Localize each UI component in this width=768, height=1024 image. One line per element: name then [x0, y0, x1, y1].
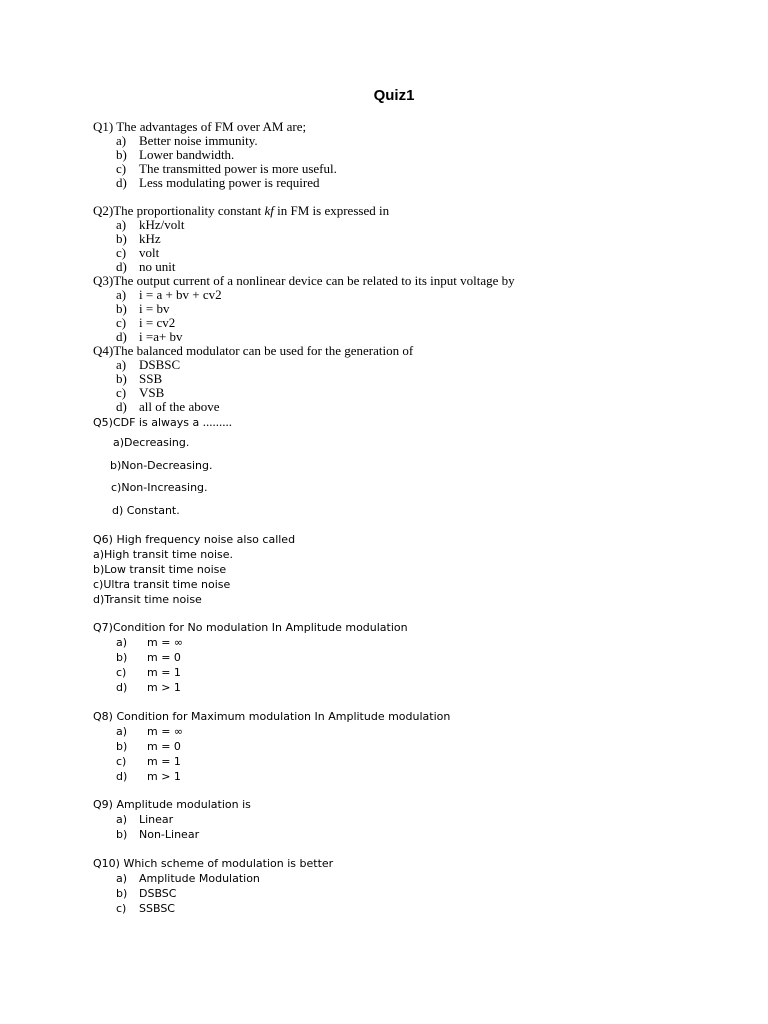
question-1: Q1) The advantages of FM over AM are; [93, 119, 307, 134]
q6-option-b: b)Low transit time noise [93, 563, 227, 576]
q5-option-c: c)Non-Increasing. [111, 481, 208, 494]
question-3: Q3)The output current of a nonlinear device can be related to its input voltage by [93, 273, 515, 288]
question-9: Q9) Amplitude modulation is [93, 798, 251, 811]
question-7: Q7)Condition for No modulation In Amplitude modulation [93, 621, 408, 634]
q5-option-b: b)Non-Decreasing. [110, 459, 213, 472]
q5-option-a: a)Decreasing. [113, 436, 190, 449]
q6-option-d: d)Transit time noise [93, 593, 202, 606]
question-8: Q8) Condition for Maximum modulation In Amplitude modulation [93, 710, 451, 723]
quiz-page: Quiz1 Q1) The advantages of FM over AM are; a) Better noise immunity. b) Lower bandwidth. c) The transmitted power is more useful. d) Less modulating power is required Q2)The proportionality constant kf in FM is expressed in a) kHz/volt b) kHz c) volt d) no unit Q3)The output current of a nonlinear device can be related to its input voltage by a) i = a + bv + cv2 b) i = bv c) i = cv2 d) i =a+ bv Q4)The balanced modulator can be used for the generation of a) DSBSC b) SSB c) VSB d) all of the above Q5)CDF is always a ......... a)Decreasing. b)Non-Decreasing. c)Non-Increasing. d) Constant. Q6) High frequency noise also called a)High transit time noise. b)Low transit time noise c)Ultra transit time noise d)Transit time noise Q7)Condition for No modulation In Amplitude modulation a) m = ∞ b) m = 0 c) m = 1 d) m > 1 Q8) Condition for Maximum modulation In Amplitude modulation a) m = ∞ b) m = 0 c) m = 1 d) m > 1 Q9) Amplitude modulation is a) Linear b) Non-Linear Q10) Which scheme of modulation is better a) Amplitude Modulation b) DSBSC c) SSBSC [0, 0, 768, 1024]
kf-symbol: kf [264, 203, 274, 218]
question-2: Q2)The proportionality constant kf in FM is expressed in [93, 203, 390, 218]
answer-blank: ......... [202, 414, 232, 429]
question-6: Q6) High frequency noise also called [93, 533, 296, 546]
question-4: Q4)The balanced modulator can be used for the generation of [93, 343, 414, 358]
question-10: Q10) Which scheme of modulation is better [93, 857, 334, 870]
q5-option-d: d) Constant. [112, 504, 180, 517]
q6-option-a: a)High transit time noise. [93, 548, 234, 561]
q6-option-c: c)Ultra transit time noise [93, 578, 231, 591]
page-title: Quiz1 [373, 87, 415, 104]
question-5: Q5)CDF is always a ......... [93, 414, 232, 429]
